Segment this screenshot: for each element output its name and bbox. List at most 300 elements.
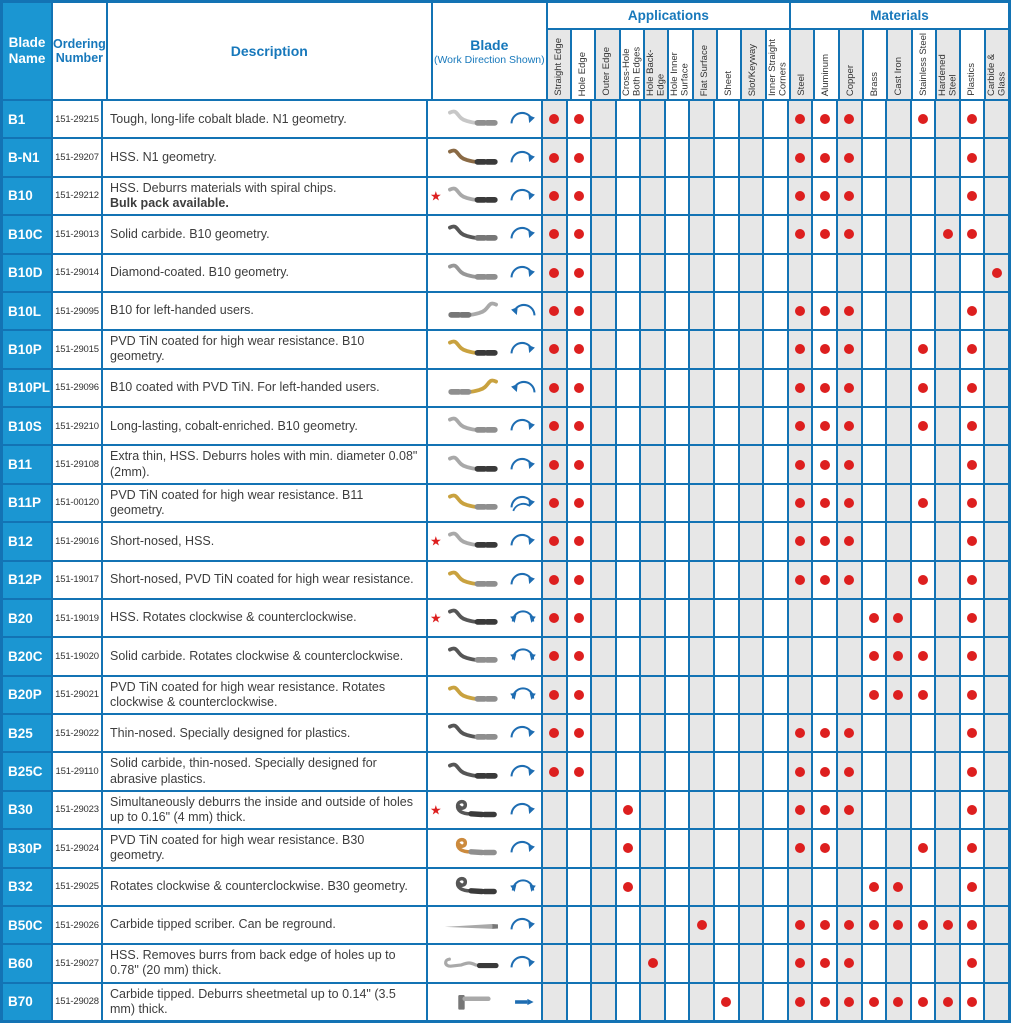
description-text: Carbide tipped scriber. Can be reground.: [110, 917, 336, 932]
column-header-flat-surface: [694, 30, 718, 99]
capability-dot: [918, 651, 928, 661]
description-cell: [103, 408, 428, 444]
capability-dot: [549, 728, 559, 738]
capability-dot: [943, 920, 953, 930]
cell-b11p-outer-edge: [592, 485, 617, 521]
s-curve-blade-icon: [441, 411, 505, 441]
cell-b10s-hole-edge: [568, 408, 593, 444]
cell-b32-cross-hole-both-edges: [617, 869, 642, 905]
table-row-b1: [3, 101, 1008, 139]
cell-b20-carbide-glass: [985, 600, 1008, 636]
cell-b30-outer-edge: [592, 792, 617, 828]
cell-b1-hole-edge: [568, 101, 593, 137]
cell-b10d-cross-hole-both-edges: [617, 255, 642, 291]
clockwise-arrow-icon: [508, 798, 538, 822]
capability-dot: [844, 958, 854, 968]
ordering-number-cell: 151-29013: [53, 216, 103, 252]
cell-b10p-straight-edge: [543, 331, 568, 367]
capability-dot: [844, 575, 854, 585]
cell-b25c-cross-hole-both-edges: [617, 753, 642, 789]
dot-grid: [543, 331, 1008, 367]
cell-b20p-straight-edge: [543, 677, 568, 713]
description-cell: [103, 830, 428, 866]
capability-dot: [820, 575, 830, 585]
cell-b50c-steel: [789, 907, 814, 943]
description-text: PVD TiN coated for high wear resistance. Rotates clockwise & counterclockwise.: [110, 679, 386, 709]
blade-image-cell: [428, 255, 543, 291]
cell-b10c-cross-hole-both-edges: [617, 216, 642, 252]
column-header-label: Plastics: [966, 63, 978, 96]
cell-b25c-carbide-glass: [985, 753, 1008, 789]
cell-b10c-hole-edge: [568, 216, 593, 252]
capability-dot: [844, 728, 854, 738]
cell-b70-hardened-steel: [936, 984, 961, 1020]
table-row-b30p: [3, 830, 1008, 868]
cell-b30-cast-iron: [887, 792, 912, 828]
column-header-label: Flat Surface: [698, 44, 710, 96]
cell-b10l-stainless-steel: [912, 293, 937, 329]
s-curve-blade-icon: [441, 296, 505, 326]
cell-b12p-cast-iron: [887, 562, 912, 598]
description-text: HSS. Removes burrs from back edge of holes up to 0.78" (20 mm) thick.: [110, 948, 396, 978]
cell-b30p-hole-back-edge: [641, 830, 666, 866]
cell-b10s-flat-surface: [690, 408, 715, 444]
capability-dot: [844, 767, 854, 777]
table-row-b10pl: [3, 370, 1008, 408]
capability-dot: [893, 651, 903, 661]
column-header-outer-edge: [596, 30, 620, 99]
cell-b1-hole-back-edge: [641, 101, 666, 137]
ordering-number-cell: 151-29021: [53, 677, 103, 713]
cell-b1-stainless-steel: [912, 101, 937, 137]
cell-b11p-inner-straight-corners: [764, 485, 789, 521]
cell-b10-brass: [863, 178, 888, 214]
cell-b25-brass: [863, 715, 888, 751]
ordering-number-cell: 151-29212: [53, 178, 103, 214]
cell-b25c-stainless-steel: [912, 753, 937, 789]
cell-b10pl-sheet: [715, 370, 740, 406]
cell-b10p-cross-hole-both-edges: [617, 331, 642, 367]
capability-dot: [574, 575, 584, 585]
cell-b70-hole-inner-surface: [666, 984, 691, 1020]
column-header-label: Hole Back-Edge: [645, 49, 667, 96]
cell-b10p-copper: [838, 331, 863, 367]
cell-b30-aluminum: [813, 792, 838, 828]
cell-b10p-stainless-steel: [912, 331, 937, 367]
capability-dot: [844, 536, 854, 546]
cell-b20-hole-edge: [568, 600, 593, 636]
cell-b10-hole-back-edge: [641, 178, 666, 214]
capability-dot: [918, 421, 928, 431]
cell-b25-carbide-glass: [985, 715, 1008, 751]
dot-grid: [543, 830, 1008, 866]
cell-b20p-stainless-steel: [912, 677, 937, 713]
cell-b12-hole-edge: [568, 523, 593, 559]
cell-b25c-cast-iron: [887, 753, 912, 789]
cell-b60-hardened-steel: [936, 945, 961, 981]
cell-b70-outer-edge: [592, 984, 617, 1020]
cell-b30-steel: [789, 792, 814, 828]
cell-b1-hardened-steel: [936, 101, 961, 137]
column-header-label: Straight Edge: [552, 38, 564, 96]
cell-b60-steel: [789, 945, 814, 981]
cell-b70-inner-straight-corners: [764, 984, 789, 1020]
capability-dot: [549, 613, 559, 623]
column-header-straight-edge: [548, 30, 572, 99]
cell-b10c-stainless-steel: [912, 216, 937, 252]
cell-b25-steel: [789, 715, 814, 751]
blade-image-cell: [428, 600, 543, 636]
table-row-b11: [3, 446, 1008, 484]
ordering-number-cell: 151-29016: [53, 523, 103, 559]
cell-b11-straight-edge: [543, 446, 568, 482]
blade-image-cell: [428, 907, 543, 943]
cell-b10p-hole-back-edge: [641, 331, 666, 367]
cell-b20p-outer-edge: [592, 677, 617, 713]
cell-b10s-cast-iron: [887, 408, 912, 444]
clockwise-arrow-icon: [508, 721, 538, 745]
cell-b10l-hole-back-edge: [641, 293, 666, 329]
cell-b30-sheet: [715, 792, 740, 828]
capability-dot: [967, 421, 977, 431]
cell-b25-hole-inner-surface: [666, 715, 691, 751]
cell-b10c-flat-surface: [690, 216, 715, 252]
blade-image-cell: [428, 562, 543, 598]
cell-b70-flat-surface: [690, 984, 715, 1020]
cell-b60-aluminum: [813, 945, 838, 981]
capability-dot: [918, 498, 928, 508]
cell-b1-sheet: [715, 101, 740, 137]
description-text: Rotates clockwise & counterclockwise. B30 geometry.: [110, 879, 408, 894]
s-curve-blade-icon: [441, 373, 505, 403]
cell-b30p-outer-edge: [592, 830, 617, 866]
cell-b11-brass: [863, 446, 888, 482]
cell-b25-slot-keyway: [740, 715, 765, 751]
capability-dot: [967, 153, 977, 163]
ordering-number-cell: 151-29025: [53, 869, 103, 905]
column-header-hardened-steel: [937, 30, 961, 99]
cell-b20c-flat-surface: [690, 638, 715, 674]
capability-dot: [549, 114, 559, 124]
cell-b20c-brass: [863, 638, 888, 674]
cell-b10p-outer-edge: [592, 331, 617, 367]
cell-b20c-aluminum: [813, 638, 838, 674]
column-header-carbide-glass: [986, 30, 1008, 99]
cell-b32-hole-edge: [568, 869, 593, 905]
cell-b-n1-carbide-glass: [985, 139, 1008, 175]
cell-b12-aluminum: [813, 523, 838, 559]
cell-b10l-flat-surface: [690, 293, 715, 329]
cell-b20-hole-inner-surface: [666, 600, 691, 636]
clockwise-arrow-icon: [508, 760, 538, 784]
description-cell: [103, 293, 428, 329]
table-row-b50c: [3, 907, 1008, 945]
cell-b1-hole-inner-surface: [666, 101, 691, 137]
cell-b10c-plastics: [961, 216, 986, 252]
capability-dot: [869, 882, 879, 892]
table-row-b60: [3, 945, 1008, 983]
cell-b10s-steel: [789, 408, 814, 444]
dot-grid: [543, 562, 1008, 598]
ordering-number-cell: 151-29014: [53, 255, 103, 291]
cell-b10c-sheet: [715, 216, 740, 252]
s-curve-blade-icon: [441, 181, 505, 211]
cell-b32-copper: [838, 869, 863, 905]
cell-b1-cast-iron: [887, 101, 912, 137]
capability-dot: [820, 306, 830, 316]
cell-b20p-hole-inner-surface: [666, 677, 691, 713]
capability-dot: [820, 843, 830, 853]
cell-b25-stainless-steel: [912, 715, 937, 751]
dash-arrow-icon: [508, 990, 538, 1014]
description-cell: [103, 907, 428, 943]
cell-b25-sheet: [715, 715, 740, 751]
cell-b1-straight-edge: [543, 101, 568, 137]
capability-dot: [967, 536, 977, 546]
capability-dot: [574, 460, 584, 470]
cell-b10d-steel: [789, 255, 814, 291]
description-text: Long-lasting, cobalt-enriched. B10 geometry.: [110, 418, 358, 433]
cell-b20c-outer-edge: [592, 638, 617, 674]
cell-b20p-flat-surface: [690, 677, 715, 713]
cell-b10d-carbide-glass: [985, 255, 1008, 291]
capability-dot: [918, 997, 928, 1007]
cell-b30p-inner-straight-corners: [764, 830, 789, 866]
cell-b20p-hole-back-edge: [641, 677, 666, 713]
cell-b30p-straight-edge: [543, 830, 568, 866]
cell-b20c-slot-keyway: [740, 638, 765, 674]
table-row-b10s: [3, 408, 1008, 446]
cell-b10d-hole-inner-surface: [666, 255, 691, 291]
cell-b20-copper: [838, 600, 863, 636]
table-row-b10: [3, 178, 1008, 216]
cell-b11-carbide-glass: [985, 446, 1008, 482]
cell-b30p-sheet: [715, 830, 740, 866]
blade-name-cell: B-N1: [3, 139, 53, 175]
description-text: Solid carbide, thin-nosed. Specially designed for abrasive plastics.: [110, 756, 377, 786]
table-row-b32: [3, 869, 1008, 907]
capability-dot: [795, 421, 805, 431]
cell-b1-plastics: [961, 101, 986, 137]
cell-b20p-hole-edge: [568, 677, 593, 713]
cell-b20c-cross-hole-both-edges: [617, 638, 642, 674]
cell-b10pl-straight-edge: [543, 370, 568, 406]
cell-b-n1-plastics: [961, 139, 986, 175]
column-labels: [548, 30, 1008, 99]
cell-b25-inner-straight-corners: [764, 715, 789, 751]
capability-dot: [820, 191, 830, 201]
cell-b10pl-outer-edge: [592, 370, 617, 406]
cell-b32-hardened-steel: [936, 869, 961, 905]
blade-image-cell: [428, 753, 543, 789]
cell-b10pl-plastics: [961, 370, 986, 406]
hook-blade-icon: [441, 833, 505, 863]
capability-dot: [549, 536, 559, 546]
cell-b10p-plastics: [961, 331, 986, 367]
cell-b20p-slot-keyway: [740, 677, 765, 713]
description-text: Simultaneously deburrs the inside and outside of holes up to 0.16" (4 mm) thick.: [110, 794, 413, 824]
column-header-hole-edge: [572, 30, 596, 99]
cell-b70-stainless-steel: [912, 984, 937, 1020]
cell-b10-stainless-steel: [912, 178, 937, 214]
capability-dot: [721, 997, 731, 1007]
cell-b10-cast-iron: [887, 178, 912, 214]
cell-b-n1-hole-edge: [568, 139, 593, 175]
cell-b25c-hole-back-edge: [641, 753, 666, 789]
capability-dot: [967, 229, 977, 239]
cell-b12-inner-straight-corners: [764, 523, 789, 559]
column-header-label: Slot/Keyway: [747, 43, 759, 96]
cell-b70-cross-hole-both-edges: [617, 984, 642, 1020]
dot-grid: [543, 600, 1008, 636]
capability-dot: [795, 114, 805, 124]
cell-b70-plastics: [961, 984, 986, 1020]
cell-b25-hole-back-edge: [641, 715, 666, 751]
cell-b20-cross-hole-both-edges: [617, 600, 642, 636]
ordering-number-cell: 151-29022: [53, 715, 103, 751]
column-header-label: Steel: [796, 74, 808, 96]
cell-b10s-hole-inner-surface: [666, 408, 691, 444]
cell-b60-stainless-steel: [912, 945, 937, 981]
capability-dot: [844, 997, 854, 1007]
cell-b12-hole-back-edge: [641, 523, 666, 559]
table-row-b12p: [3, 562, 1008, 600]
cell-b70-sheet: [715, 984, 740, 1020]
cell-b11-outer-edge: [592, 446, 617, 482]
cell-b20c-copper: [838, 638, 863, 674]
cell-b10p-aluminum: [813, 331, 838, 367]
cell-b10d-aluminum: [813, 255, 838, 291]
cell-b1-outer-edge: [592, 101, 617, 137]
blade-image-cell: [428, 485, 543, 521]
ordering-number-cell: 151-29215: [53, 101, 103, 137]
capability-dot: [918, 114, 928, 124]
straight-blade-icon: [441, 910, 505, 940]
column-header-label: Outer Edge: [601, 47, 613, 96]
column-header-label: Cast Iron: [893, 57, 905, 96]
blade-image-cell: [428, 792, 543, 828]
cell-b10c-hole-back-edge: [641, 216, 666, 252]
cell-b50c-sheet: [715, 907, 740, 943]
cell-b-n1-aluminum: [813, 139, 838, 175]
cell-b12p-carbide-glass: [985, 562, 1008, 598]
capability-dot: [967, 690, 977, 700]
cell-b10p-cast-iron: [887, 331, 912, 367]
cell-b70-carbide-glass: [985, 984, 1008, 1020]
capability-dot: [549, 306, 559, 316]
capability-dot: [820, 460, 830, 470]
capability-dot: [844, 153, 854, 163]
table-row-b30: [3, 792, 1008, 830]
cell-b10-hole-inner-surface: [666, 178, 691, 214]
cell-b30p-flat-surface: [690, 830, 715, 866]
cell-b10-copper: [838, 178, 863, 214]
cell-b70-cast-iron: [887, 984, 912, 1020]
dot-grid: [543, 139, 1008, 175]
capability-dot: [549, 191, 559, 201]
cell-b-n1-inner-straight-corners: [764, 139, 789, 175]
capability-dot: [893, 882, 903, 892]
cell-b12-straight-edge: [543, 523, 568, 559]
cell-b10-steel: [789, 178, 814, 214]
cell-b11p-sheet: [715, 485, 740, 521]
capability-dot: [795, 575, 805, 585]
column-header-label: Sheet: [723, 71, 735, 96]
cell-b25c-copper: [838, 753, 863, 789]
clockwise-arrow-icon: [508, 836, 538, 860]
blade-image-cell: [428, 638, 543, 674]
capability-dot: [967, 997, 977, 1007]
capability-dot: [967, 613, 977, 623]
cell-b25c-straight-edge: [543, 753, 568, 789]
blade-image-cell: [428, 830, 543, 866]
cell-b11-hole-back-edge: [641, 446, 666, 482]
s-curve-blade-icon: [441, 757, 505, 787]
cell-b10l-outer-edge: [592, 293, 617, 329]
cell-b20p-brass: [863, 677, 888, 713]
column-header-slot-keyway: [742, 30, 766, 99]
cell-b11-sheet: [715, 446, 740, 482]
cell-b50c-hole-edge: [568, 907, 593, 943]
cell-b25c-slot-keyway: [740, 753, 765, 789]
cell-b11-hole-edge: [568, 446, 593, 482]
cell-b10c-carbide-glass: [985, 216, 1008, 252]
header-grid: [548, 3, 1008, 99]
cell-b30-copper: [838, 792, 863, 828]
cell-b25-cross-hole-both-edges: [617, 715, 642, 751]
header-blade-sublabel: (Work Direction Shown): [433, 53, 545, 66]
table-row-b70: [3, 984, 1008, 1020]
cell-b10l-copper: [838, 293, 863, 329]
cell-b11p-hole-inner-surface: [666, 485, 691, 521]
cell-b50c-carbide-glass: [985, 907, 1008, 943]
cell-b10c-slot-keyway: [740, 216, 765, 252]
blade-image-cell: [428, 178, 543, 214]
description-text: Tough, long-life cobalt blade. N1 geometry.: [110, 111, 347, 126]
capability-dot: [869, 613, 879, 623]
cell-b70-steel: [789, 984, 814, 1020]
cell-b12p-aluminum: [813, 562, 838, 598]
capability-dot: [869, 920, 879, 930]
column-header-label: Brass: [869, 71, 881, 96]
column-header-aluminum: [815, 30, 839, 99]
blade-name-cell: B10L: [3, 293, 53, 329]
cell-b10s-slot-keyway: [740, 408, 765, 444]
column-header-label: Stainless Steel: [917, 33, 929, 96]
capability-dot: [844, 805, 854, 815]
cell-b50c-inner-straight-corners: [764, 907, 789, 943]
cell-b30-inner-straight-corners: [764, 792, 789, 828]
cell-b20-stainless-steel: [912, 600, 937, 636]
blade-image-cell: [428, 370, 543, 406]
blade-name-cell: B10C: [3, 216, 53, 252]
description-cell: [103, 216, 428, 252]
cell-b10d-hardened-steel: [936, 255, 961, 291]
column-header-inner-straight-corners: [767, 30, 791, 99]
cell-b-n1-hole-inner-surface: [666, 139, 691, 175]
cell-b12-outer-edge: [592, 523, 617, 559]
blade-name-cell: B10P: [3, 331, 53, 367]
counterclockwise-arrow-icon: [508, 299, 538, 323]
cell-b20-aluminum: [813, 600, 838, 636]
cell-b20-sheet: [715, 600, 740, 636]
capability-dot: [795, 920, 805, 930]
cell-b30p-aluminum: [813, 830, 838, 866]
description-cell: [103, 139, 428, 175]
cell-b10l-hole-inner-surface: [666, 293, 691, 329]
blade-name-cell: B11: [3, 446, 53, 482]
s-curve-blade-icon: [441, 641, 505, 671]
